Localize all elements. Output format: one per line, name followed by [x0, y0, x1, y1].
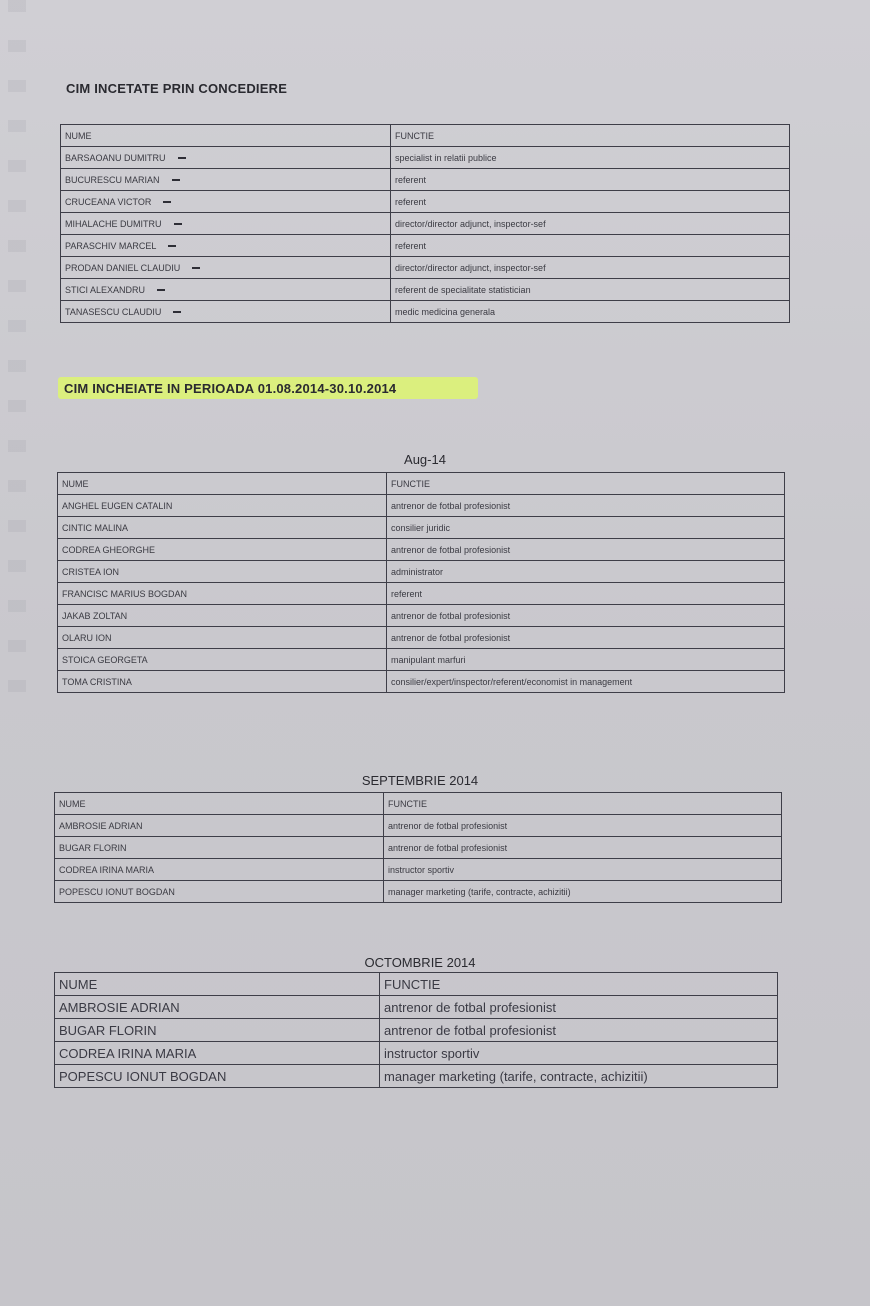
dismissals-heading: CIM INCETATE PRIN CONCEDIERE: [66, 81, 288, 96]
table-row: [58, 649, 785, 671]
check-mark: [172, 179, 180, 181]
column-header-function: FUNCTIE: [380, 973, 778, 996]
employee-name: CODREA GHEORGHE: [58, 539, 387, 561]
employee-name: CRUCEANA VICTOR: [65, 196, 152, 207]
employee-function: manager marketing (tarife, contracte, achizitii): [380, 1065, 778, 1088]
column-header-name: NUME: [55, 793, 384, 815]
table-row: [61, 301, 790, 323]
employee-function: antrenor de fotbal profesionist: [387, 605, 785, 627]
employee-function: manager marketing (tarife, contracte, achizitii): [384, 881, 782, 903]
table-row: [58, 539, 785, 561]
employee-name: MIHALACHE DUMITRU: [65, 218, 162, 229]
employee-function: antrenor de fotbal profesionist: [387, 627, 785, 649]
column-header-function: FUNCTIE: [387, 473, 785, 495]
employee-name: AMBROSIE ADRIAN: [55, 815, 384, 837]
contracts-period-heading: CIM INCHEIATE IN PERIOADA 01.08.2014-30.10.2014: [64, 381, 397, 396]
month-heading-aug: Aug-14: [404, 452, 446, 467]
employee-name: CODREA IRINA MARIA: [55, 1042, 380, 1065]
employee-name: CRISTEA ION: [58, 561, 387, 583]
column-header-function: FUNCTIE: [391, 125, 790, 147]
employee-function: antrenor de fotbal profesionist: [380, 996, 778, 1019]
check-mark: [157, 289, 165, 291]
table-row: [61, 235, 790, 257]
check-mark: [192, 267, 200, 269]
september-table: [54, 792, 782, 903]
employee-function: referent: [391, 191, 790, 213]
employee-function: antrenor de fotbal profesionist: [384, 837, 782, 859]
employee-function: administrator: [387, 561, 785, 583]
employee-name: CODREA IRINA MARIA: [55, 859, 384, 881]
column-header-name: NUME: [55, 973, 380, 996]
employee-function: antrenor de fotbal profesionist: [380, 1019, 778, 1042]
column-header-function: FUNCTIE: [384, 793, 782, 815]
table-row: [55, 859, 782, 881]
table-row: [58, 583, 785, 605]
employee-function: director/director adjunct, inspector-sef: [391, 257, 790, 279]
employee-function: manipulant marfuri: [387, 649, 785, 671]
check-mark: [178, 157, 186, 159]
month-heading-september: SEPTEMBRIE 2014: [361, 773, 479, 788]
table-row: [55, 881, 782, 903]
table-row: [55, 1065, 778, 1088]
employee-name: STICI ALEXANDRU: [65, 284, 146, 295]
employee-name: POPESCU IONUT BOGDAN: [55, 881, 384, 903]
table-row: [58, 517, 785, 539]
employee-name: FRANCISC MARIUS BOGDAN: [58, 583, 387, 605]
table-row: [55, 1019, 778, 1042]
check-mark: [174, 223, 182, 225]
table-row: [58, 627, 785, 649]
table-row: [61, 191, 790, 213]
employee-function: referent: [387, 583, 785, 605]
table-row: [61, 213, 790, 235]
table-header-row: [55, 793, 782, 815]
employee-name: POPESCU IONUT BOGDAN: [55, 1065, 380, 1088]
month-heading-october: OCTOMBRIE 2014: [364, 955, 476, 970]
column-header-name: NUME: [61, 125, 391, 147]
employee-name: TANASESCU CLAUDIU: [65, 306, 162, 317]
employee-function: referent: [391, 169, 790, 191]
employee-function: medic medicina generala: [391, 301, 790, 323]
employee-name: CINTIC MALINA: [58, 517, 387, 539]
employee-name: TOMA CRISTINA: [58, 671, 387, 693]
employee-function: antrenor de fotbal profesionist: [387, 539, 785, 561]
employee-function: antrenor de fotbal profesionist: [387, 495, 785, 517]
employee-name: BARSAOANU DUMITRU: [65, 152, 166, 163]
august-table: [57, 472, 785, 693]
table-row: [58, 495, 785, 517]
employee-function: director/director adjunct, inspector-sef: [391, 213, 790, 235]
employee-name: OLARU ION: [58, 627, 387, 649]
table-row: [61, 257, 790, 279]
employee-name: BUCURESCU MARIAN: [65, 174, 160, 185]
table-row: [55, 996, 778, 1019]
employee-name: BUGAR FLORIN: [55, 1019, 380, 1042]
employee-function: consilier/expert/inspector/referent/economist in management: [387, 671, 785, 693]
table-row: [58, 561, 785, 583]
table-header-row: [55, 973, 778, 996]
employee-function: referent de specialitate statistician: [391, 279, 790, 301]
column-header-name: NUME: [58, 473, 387, 495]
table-header-row: [61, 125, 790, 147]
table-row: [55, 1042, 778, 1065]
check-mark: [168, 245, 176, 247]
check-mark: [163, 201, 171, 203]
table-row: [55, 815, 782, 837]
employee-name: AMBROSIE ADRIAN: [55, 996, 380, 1019]
employee-function: instructor sportiv: [384, 859, 782, 881]
table-row: [58, 671, 785, 693]
employee-name: STOICA GEORGETA: [58, 649, 387, 671]
table-row: [61, 279, 790, 301]
check-mark: [173, 311, 181, 313]
employee-function: instructor sportiv: [380, 1042, 778, 1065]
employee-function: consilier juridic: [387, 517, 785, 539]
table-row: [55, 837, 782, 859]
table-row: [61, 147, 790, 169]
employee-name: ANGHEL EUGEN CATALIN: [58, 495, 387, 517]
table-row: [58, 605, 785, 627]
employee-function: antrenor de fotbal profesionist: [384, 815, 782, 837]
employee-name: JAKAB ZOLTAN: [58, 605, 387, 627]
employee-function: specialist in relatii publice: [391, 147, 790, 169]
october-table: [54, 972, 778, 1088]
employee-function: referent: [391, 235, 790, 257]
employee-name: BUGAR FLORIN: [55, 837, 384, 859]
employee-name: PRODAN DANIEL CLAUDIU: [65, 262, 181, 273]
table-row: [61, 169, 790, 191]
dismissals-table: [60, 124, 790, 323]
table-header-row: [58, 473, 785, 495]
employee-name: PARASCHIV MARCEL: [65, 240, 157, 251]
